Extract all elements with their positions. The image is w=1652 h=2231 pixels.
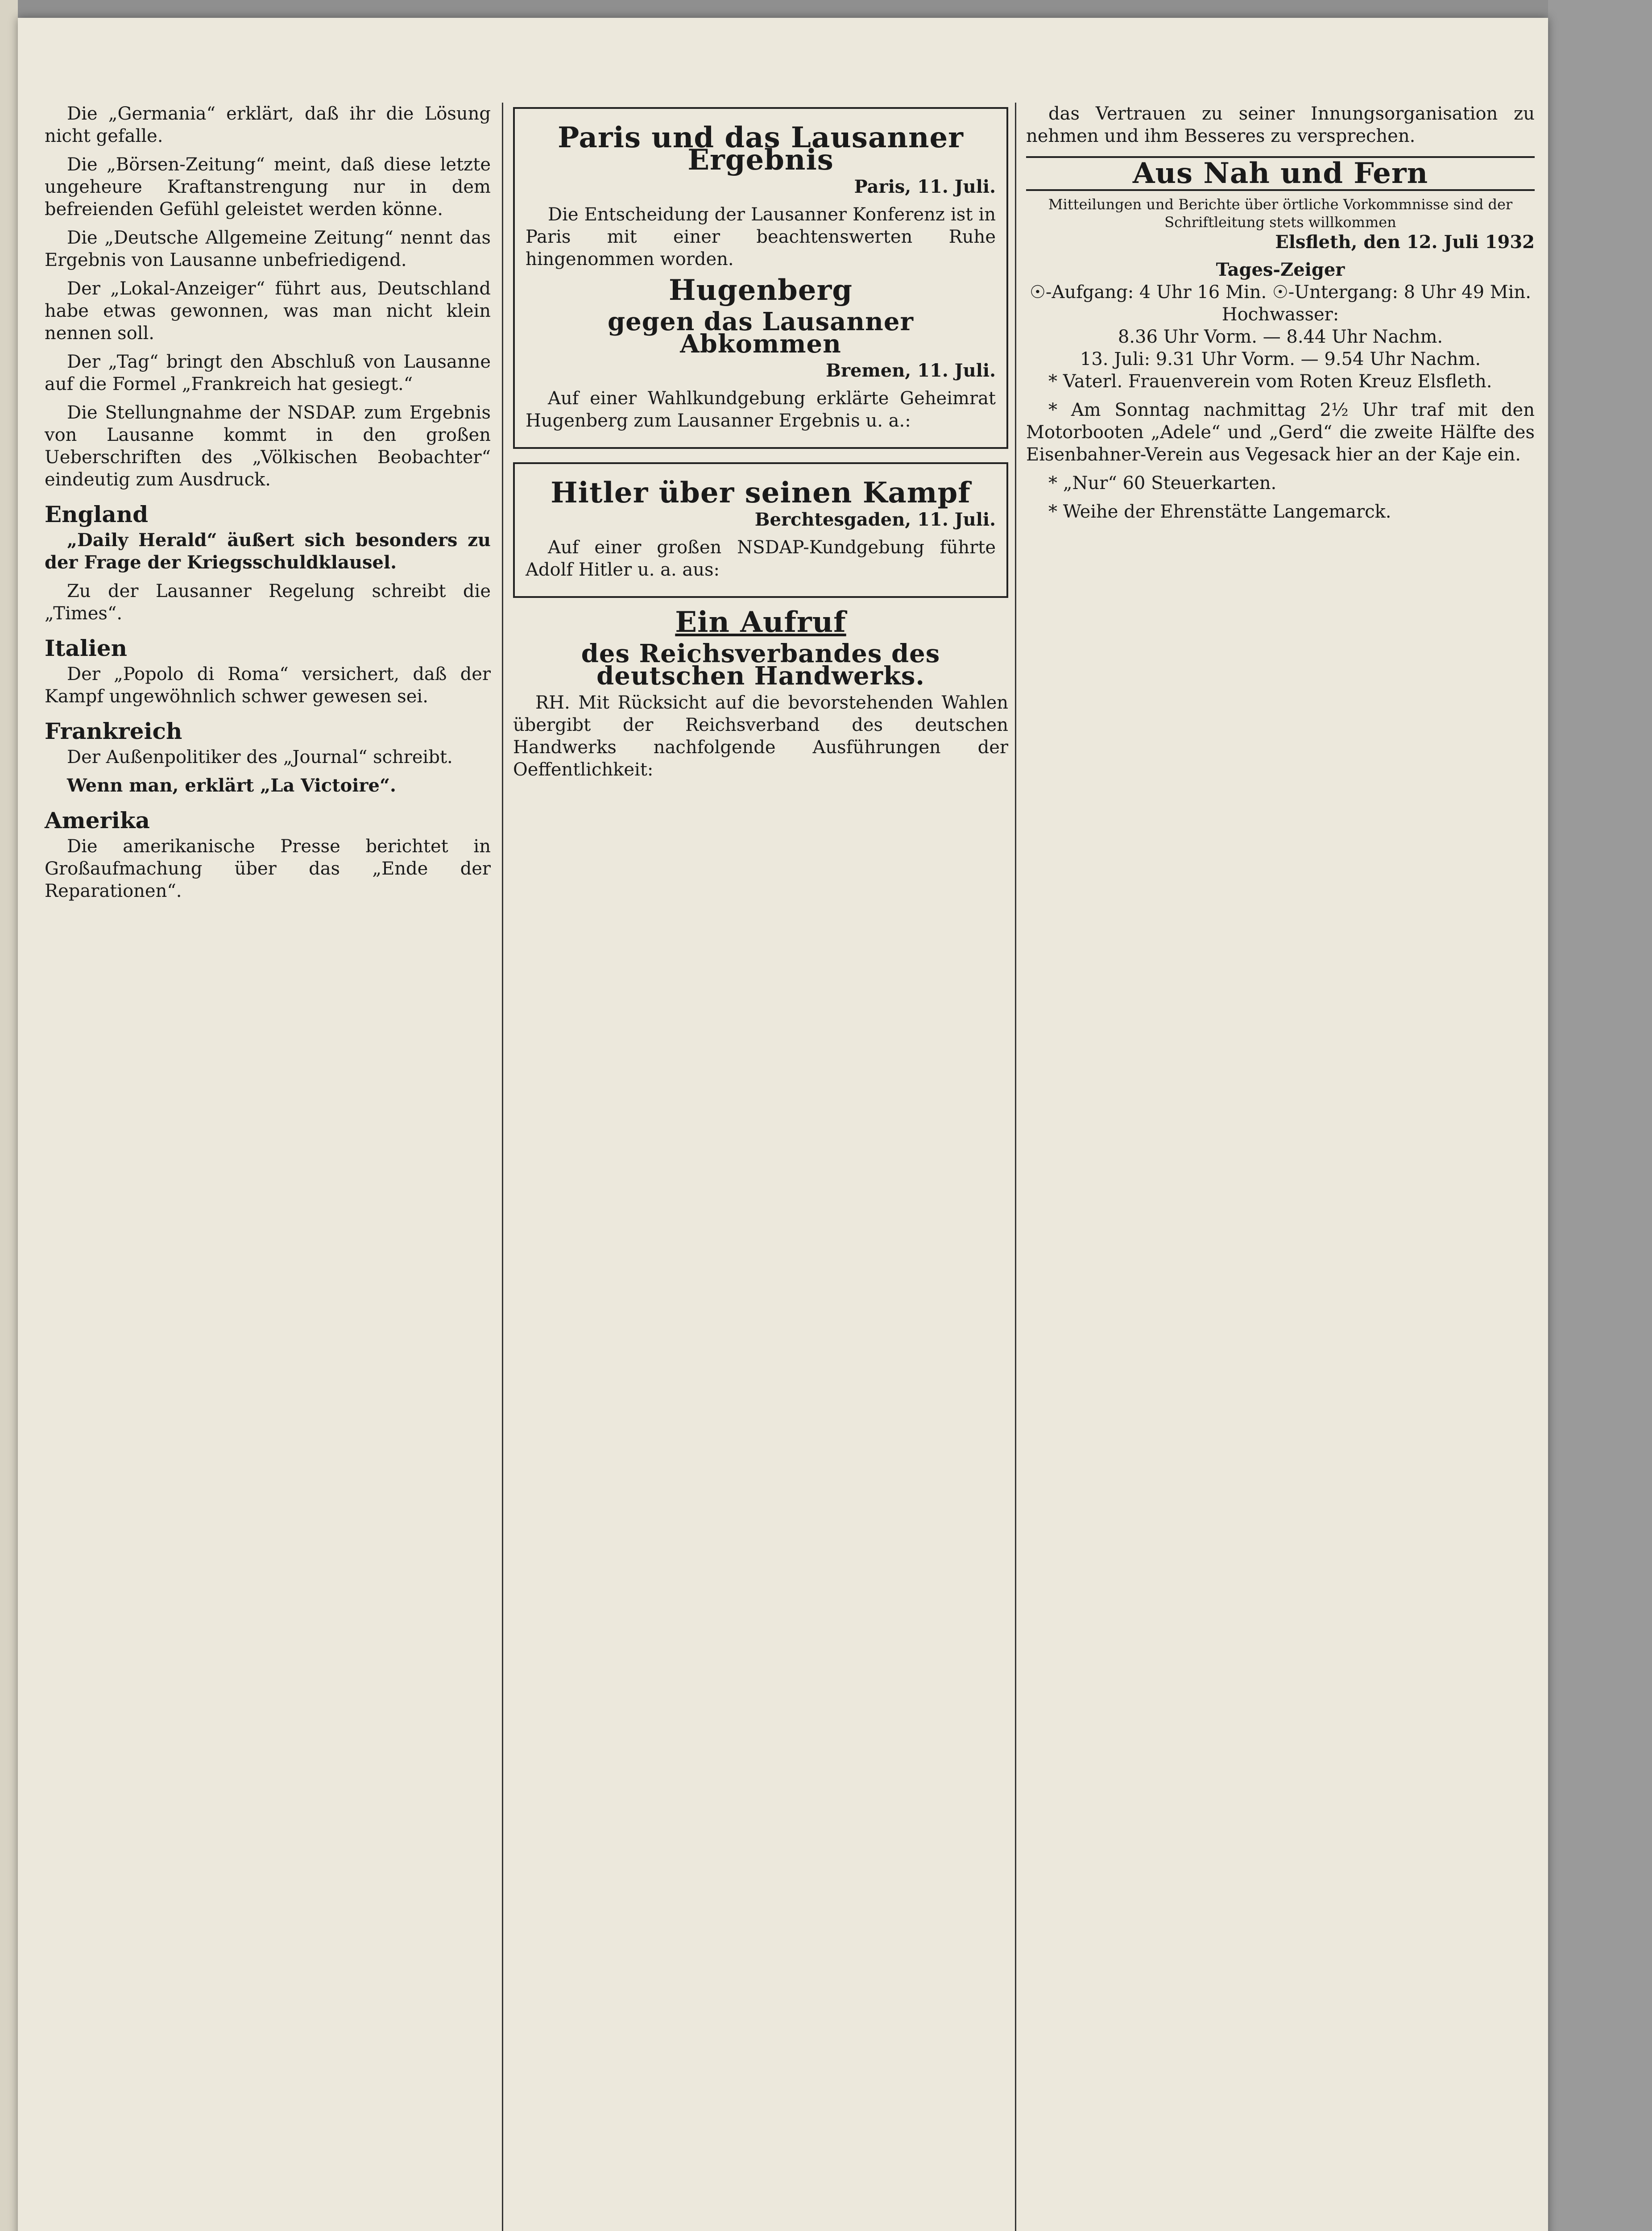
article-box-hitler [513, 462, 1008, 598]
paragraph: Der Außenpolitiker des „Journal“ schreibt. [67, 747, 453, 767]
paragraph: * „Nur“ 60 Steuerkarten. [1048, 473, 1277, 493]
hochwasser-line: 8.36 Uhr Vorm. — 8.44 Uhr Nachm. [1118, 327, 1443, 347]
dateline: Berchtesgaden, 11. Juli. [754, 509, 996, 530]
paragraph: * Am Sonntag nachmittag 2½ Uhr traf mit den Motorbooten „Adele“ und „Gerd“ die zweite Hälfte des Eisenbahner-Verein aus Vegesack hier an der Kaje ein. [1026, 400, 1535, 465]
paragraph: Die „Börsen-Zeitung“ meint, daß diese letzte ungeheure Kraftanstrengung nur in dem befreienden Gefühl geleistet werden könne. [45, 154, 491, 220]
newspaper-page [18, 18, 1548, 2231]
section-heading-england: England [45, 501, 149, 527]
headline-hugenberg: Hugenberg [669, 274, 853, 307]
section-heading-frankreich: Frankreich [45, 718, 182, 744]
headline-aufruf: Ein Aufruf [675, 605, 846, 639]
section-heading-amerika: Amerika [45, 807, 150, 834]
dateline: Elsfleth, den 12. Juli 1932 [1275, 232, 1535, 253]
tageszeiger-heading: Tages-Zeiger [1216, 259, 1345, 280]
paragraph: Die amerikanische Presse berichtet in Großaufmachung über das „Ende der Reparationen“. [45, 836, 491, 901]
dateline: Bremen, 11. Juli. [826, 360, 996, 381]
paragraph: Die „Germania“ erklärt, daß ihr die Lösung nicht gefalle. [45, 104, 491, 146]
column-left [45, 103, 491, 908]
paragraph: Die Entscheidung der Lausanner Konferenz ist in Paris mit einer beachtenswerten Ruhe hingenommen worden. [526, 204, 996, 270]
paragraph: das Vertrauen zu seiner Innungsorganisation zu nehmen und ihm Besseres zu versprechen. [1026, 104, 1535, 146]
paragraph: * Vaterl. Frauenverein vom Roten Kreuz Elsfleth. [1048, 371, 1492, 392]
paragraph: RH. Mit Rücksicht auf die bevorstehenden Wahlen übergibt der Reichsverband des deutschen Handwerks nachfolgende Ausführungen der Oeffentlichkeit: [513, 693, 1008, 780]
hochwasser-heading: Hochwasser: [1221, 304, 1339, 325]
paragraph: „Daily Herald“ äußert sich besonders zu der Frage der Kriegsschuldklausel. [45, 530, 491, 573]
article-box-paris [513, 107, 1008, 449]
left-page-edge [0, 0, 18, 2231]
headline-hitler: Hitler über seinen Kampf [551, 476, 971, 510]
headline-hugenberg-sub: gegen das Lausanner Abkommen [608, 307, 914, 359]
paragraph: Wenn man, erklärt „La Victoire“. [67, 775, 396, 796]
paragraph: Die Stellungnahme der NSDAP. zum Ergebnis von Lausanne kommt in den großen Ueberschriften des „Völkischen Beobachter“ eindeutig zum Ausdruck. [45, 402, 491, 490]
headline-paris: Paris und das Lausanner Ergebnis [558, 121, 964, 177]
dateline: Paris, 11. Juli. [854, 176, 996, 197]
paragraph: Zu der Lausanner Regelung schreibt die „Times“. [45, 581, 491, 624]
hochwasser-line: 13. Juli: 9.31 Uhr Vorm. — 9.54 Uhr Nachm. [1080, 349, 1481, 369]
headline-aufruf-sub: des Reichsverbandes des deutschen Handwerks. [581, 639, 940, 691]
paragraph: * Weihe der Ehrenstätte Langemarck. [1048, 502, 1391, 522]
column-middle [513, 103, 1008, 787]
column-rule [1015, 103, 1016, 2231]
section-heading-italien: Italien [45, 635, 128, 661]
paragraph: Auf einer großen NSDAP-Kundgebung führte Adolf Hitler u. a. aus: [526, 537, 996, 580]
paragraph: Die „Deutsche Allgemeine Zeitung“ nennt das Ergebnis von Lausanne unbefriedigend. [45, 228, 491, 270]
scan-background [1548, 0, 1652, 2231]
paragraph: Der „Tag“ bringt den Abschluß von Lausanne auf die Formel „Frankreich hat gesiegt.“ [45, 352, 491, 394]
section-heading-nah-fern: Aus Nah und Fern [1026, 156, 1535, 191]
column-rule [502, 103, 503, 2231]
paragraph: Der „Popolo di Roma“ versichert, daß der Kampf ungewöhnlich schwer gewesen sei. [45, 664, 491, 707]
paragraph: Der „Lokal-Anzeiger“ führt aus, Deutschland habe etwas gewonnen, was man nicht klein nennen soll. [45, 278, 491, 344]
sun-times: ☉-Aufgang: 4 Uhr 16 Min. ☉-Untergang: 8 Uhr 49 Min. [1030, 282, 1531, 303]
section-subtitle: Mitteilungen und Berichte über örtliche Vorkommnisse sind der Schriftleitung stets willkommen [1048, 196, 1513, 231]
paragraph: Auf einer Wahlkundgebung erklärte Geheimrat Hugenberg zum Lausanner Ergebnis u. a.: [526, 388, 996, 431]
column-right [1026, 103, 1535, 529]
